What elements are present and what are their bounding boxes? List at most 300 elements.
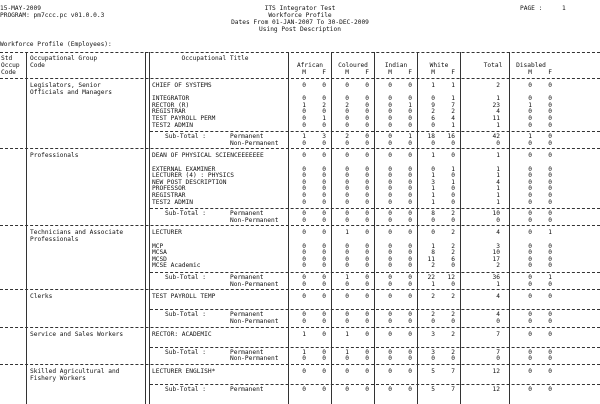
col-total: Total: [483, 62, 503, 69]
table-cell-value: 0: [451, 198, 455, 206]
table-cell-value: 0: [431, 95, 435, 103]
table-cell-value: 0: [365, 185, 369, 193]
table-cell-value: 0: [388, 121, 392, 129]
subtotal-permanent-value: 22: [427, 274, 435, 281]
table-cell-value: 0: [408, 192, 412, 199]
table-cell-value: 4: [496, 178, 500, 186]
table-cell-value: 2: [431, 293, 435, 301]
subtotal-permanent-value: 0: [388, 311, 392, 319]
table-cell-value: 0: [548, 108, 552, 116]
report-date-range: Dates From 01-JAN-2007 To 30-DEC-2009: [231, 19, 369, 26]
table-cell-value: 0: [431, 229, 435, 237]
subtotal-nonpermanent-value: 0: [322, 280, 326, 288]
subtotal-nonpermanent-value: 0: [548, 216, 552, 224]
table-cell-value: 0: [345, 165, 349, 173]
subtotal-rule: [150, 272, 600, 273]
subtotal-nonpermanent-value: 0: [345, 355, 349, 363]
table-cell-value: 0: [322, 82, 326, 89]
table-cell-value: 1: [345, 330, 349, 338]
occupational-title: RECTOR (R): [152, 101, 190, 109]
table-cell-value: 0: [388, 229, 392, 237]
table-cell-value: 0: [388, 165, 392, 173]
col-male: M: [528, 69, 532, 76]
permanent-label: Permanent: [230, 311, 264, 319]
table-cell-value: 2: [451, 242, 455, 250]
occupational-group-name: Professionals: [30, 152, 79, 160]
table-cell-value: 0: [365, 330, 369, 338]
table-cell-value: 1: [528, 101, 532, 109]
col-male: M: [302, 69, 306, 76]
table-cell-value: 0: [388, 242, 392, 250]
subtotal-permanent-value: 0: [548, 311, 552, 319]
subtotal-permanent-value: 0: [322, 210, 326, 218]
subtotal-rule: [150, 208, 600, 209]
table-cell-value: 0: [365, 178, 369, 186]
table-cell-value: 0: [528, 229, 532, 237]
table-cell-value: 0: [302, 82, 306, 89]
subtotal-nonpermanent-value: 0: [548, 318, 552, 325]
page-label: PAGE :: [520, 5, 543, 12]
table-cell-value: 0: [408, 152, 412, 160]
table-cell-value: 0: [388, 293, 392, 301]
rule-group: [145, 52, 146, 404]
table-cell-value: 6: [431, 115, 435, 122]
table-cell-value: 0: [451, 152, 455, 160]
table-cell-value: 8: [431, 249, 435, 257]
group-rule: [0, 289, 600, 290]
subtotal-permanent-value: 0: [548, 133, 552, 141]
table-cell-value: 1: [431, 82, 435, 89]
table-cell-value: 0: [408, 172, 412, 180]
subtotal-permanent-value: 0: [548, 210, 552, 218]
subtotal-nonpermanent-value: 0: [548, 280, 552, 288]
subtotal-permanent-value: 0: [302, 311, 306, 319]
table-cell-value: 0: [302, 115, 306, 122]
subtotal-permanent-value: 4: [496, 311, 500, 319]
col-male: M: [431, 69, 435, 76]
table-cell-value: 2: [496, 262, 500, 270]
table-cell-value: 0: [365, 293, 369, 301]
table-cell-value: 0: [408, 368, 412, 375]
table-cell-value: 1: [431, 152, 435, 160]
subtotal-nonpermanent-value: 1: [431, 280, 435, 288]
table-cell-value: 0: [548, 262, 552, 270]
table-cell-value: 0: [408, 108, 412, 116]
table-cell-value: 0: [365, 229, 369, 237]
table-cell-value: 1: [496, 121, 500, 129]
col-occ-group-code: Code: [30, 62, 45, 69]
subtotal-nonpermanent-value: 0: [528, 280, 532, 288]
col-disabled: Disabled: [516, 62, 546, 69]
table-cell-value: 0: [408, 249, 412, 257]
subtotal-permanent-value: 16: [447, 133, 455, 141]
table-cell-value: 1: [431, 242, 435, 250]
subtotal-permanent-value: 0: [408, 274, 412, 281]
table-cell-value: 0: [548, 121, 552, 129]
table-cell-value: 0: [548, 198, 552, 206]
table-cell-value: 0: [451, 172, 455, 180]
table-cell-value: 0: [345, 121, 349, 129]
table-cell-value: 0: [302, 121, 306, 129]
subtotal-label: Sub-Total :: [165, 386, 206, 394]
table-cell-value: 0: [345, 262, 349, 270]
group-rule: [0, 327, 600, 328]
table-cell-value: 0: [322, 95, 326, 103]
table-cell-value: 0: [528, 121, 532, 129]
table-cell-value: 0: [302, 95, 306, 103]
report-title: ITS Integrator Test: [264, 5, 336, 12]
table-cell-value: 1: [345, 229, 349, 237]
table-cell-value: 0: [528, 108, 532, 116]
subtotal-nonpermanent-value: 0: [345, 318, 349, 325]
table-cell-value: 0: [322, 262, 326, 270]
table-cell-value: 0: [365, 368, 369, 375]
subtotal-nonpermanent-value: 0: [408, 216, 412, 224]
subtotal-permanent-value: 0: [345, 386, 349, 394]
subtotal-permanent-value: 0: [388, 210, 392, 218]
table-cell-value: 9: [431, 101, 435, 109]
table-cell-value: 23: [492, 101, 500, 109]
col-white: White: [429, 62, 449, 69]
table-cell-value: 11: [492, 115, 500, 122]
table-cell-value: 0: [408, 178, 412, 186]
table-cell-value: 1: [302, 330, 306, 338]
subtotal-label: Sub-Total :: [165, 210, 206, 218]
subtotal-rule: [150, 309, 600, 310]
table-cell-value: 7: [451, 368, 455, 375]
table-cell-value: 0: [408, 115, 412, 122]
table-cell-value: 0: [408, 198, 412, 206]
occupational-title: TEST PAYROLL TEMP: [152, 293, 216, 301]
subtotal-permanent-value: 1: [408, 133, 412, 141]
subtotal-nonpermanent-value: 0: [302, 280, 306, 288]
table-cell-value: 0: [388, 101, 392, 109]
table-cell-value: 4: [496, 229, 500, 237]
table-cell-value: 0: [365, 192, 369, 199]
col-african: African: [296, 62, 324, 69]
table-cell-value: 6: [451, 255, 455, 263]
occupational-group-name: Legislators, Senior: [30, 82, 101, 89]
subtotal-permanent-value: 36: [492, 274, 500, 281]
subtotal-nonpermanent-value: 0: [528, 139, 532, 147]
subtotal-nonpermanent-value: 0: [302, 355, 306, 363]
subtotal-permanent-value: 0: [548, 386, 552, 394]
table-cell-value: 0: [345, 178, 349, 186]
col-code: Code: [1, 69, 16, 76]
table-cell-value: 1: [451, 165, 455, 173]
occupational-title: REGISTRAR: [152, 192, 186, 199]
subtotal-permanent-value: 2: [451, 311, 455, 319]
table-cell-value: 0: [365, 198, 369, 206]
subtotal-nonpermanent-value: 0: [408, 318, 412, 325]
table-cell-value: 0: [408, 165, 412, 173]
table-cell-value: 1: [451, 82, 455, 89]
col-female: F: [408, 69, 412, 76]
col-occ-group: Occupational Group: [30, 55, 98, 62]
occupational-title: NEW POST DESCRIPTION: [152, 178, 227, 186]
subtotal-nonpermanent-value: 0: [365, 280, 369, 288]
subtotal-permanent-value: 7: [451, 386, 455, 394]
table-cell-value: 11: [427, 255, 435, 263]
table-cell-value: 0: [302, 368, 306, 375]
occupational-title: PROFESSOR: [152, 185, 186, 193]
table-cell-value: 2: [451, 108, 455, 116]
table-cell-value: 0: [302, 165, 306, 173]
table-cell-value: 0: [322, 368, 326, 375]
table-cell-value: 0: [365, 242, 369, 250]
table-cell-value: 0: [322, 330, 326, 338]
subtotal-nonpermanent-value: 0: [302, 216, 306, 224]
occupational-title: INTEGRATOR: [152, 95, 190, 103]
table-cell-value: 4: [451, 115, 455, 122]
table-cell-value: 0: [548, 115, 552, 122]
table-cell-value: 0: [388, 198, 392, 206]
rule-african: [331, 52, 332, 404]
subtotal-permanent-value: 0: [365, 274, 369, 281]
subtotal-nonpermanent-value: 0: [496, 355, 500, 363]
table-cell-value: 0: [388, 82, 392, 89]
table-cell-value: 0: [302, 198, 306, 206]
table-cell-value: 0: [388, 368, 392, 375]
table-cell-value: 0: [548, 178, 552, 186]
subtotal-permanent-value: 0: [365, 133, 369, 141]
table-cell-value: 0: [548, 293, 552, 301]
subtotal-permanent-value: 2: [431, 311, 435, 319]
table-cell-value: 2: [451, 330, 455, 338]
subtotal-nonpermanent-value: 0: [408, 139, 412, 147]
table-cell-value: 0: [345, 152, 349, 160]
table-cell-value: 0: [345, 115, 349, 122]
subtotal-nonpermanent-value: 0: [388, 139, 392, 147]
occupational-group-name: Clerks: [30, 293, 53, 301]
permanent-label: Permanent: [230, 210, 264, 218]
subtotal-nonpermanent-value: 0: [548, 139, 552, 147]
table-cell-value: 0: [322, 293, 326, 301]
subtotal-nonpermanent-value: 0: [345, 139, 349, 147]
table-cell-value: 12: [492, 368, 500, 375]
table-cell-value: 0: [345, 293, 349, 301]
table-cell-value: 2: [322, 101, 326, 109]
subtotal-permanent-value: 2: [451, 210, 455, 218]
subtotal-nonpermanent-value: 0: [528, 355, 532, 363]
subtotal-permanent-value: 0: [365, 210, 369, 218]
permanent-label: Permanent: [230, 133, 264, 141]
subtotal-permanent-value: 1: [528, 133, 532, 141]
table-cell-value: 1: [431, 172, 435, 180]
table-cell-value: 3: [431, 178, 435, 186]
subtotal-label: Sub-Total :: [165, 133, 206, 141]
table-cell-value: 0: [302, 229, 306, 237]
occupational-title: MCSD: [152, 255, 167, 263]
table-cell-value: 0: [548, 368, 552, 375]
table-cell-value: 0: [345, 172, 349, 180]
subtotal-permanent-value: 1: [302, 133, 306, 141]
subtotal-nonpermanent-value: 0: [365, 318, 369, 325]
rule-total: [509, 52, 510, 404]
table-cell-value: 0: [345, 242, 349, 250]
subtotal-permanent-value: 0: [548, 348, 552, 356]
subtotal-permanent-value: 0: [345, 210, 349, 218]
table-cell-value: 2: [345, 101, 349, 109]
table-cell-value: 0: [528, 242, 532, 250]
table-cell-value: 0: [408, 293, 412, 301]
occupational-title: MCSA: [152, 249, 167, 257]
subtotal-label: Sub-Total :: [165, 348, 206, 356]
table-cell-value: 0: [322, 185, 326, 193]
subtotal-permanent-value: 0: [302, 210, 306, 218]
subtotal-nonpermanent-value: 0: [302, 318, 306, 325]
table-cell-value: 1: [496, 95, 500, 103]
subtotal-permanent-value: 0: [388, 133, 392, 141]
table-cell-value: 0: [528, 293, 532, 301]
subtotal-nonpermanent-value: 0: [496, 139, 500, 147]
table-cell-value: 0: [365, 165, 369, 173]
rule-group-b: [149, 52, 150, 404]
table-cell-value: 0: [431, 121, 435, 129]
section-title: Workforce Profile (Employees):: [0, 41, 112, 48]
table-cell-value: 0: [548, 255, 552, 263]
table-cell-value: 0: [302, 108, 306, 116]
table-cell-value: 0: [388, 172, 392, 180]
table-cell-value: 0: [365, 121, 369, 129]
subtotal-nonpermanent-value: 0: [451, 355, 455, 363]
table-cell-value: 1: [496, 185, 500, 193]
page-number: 1: [562, 5, 566, 12]
table-cell-value: 0: [322, 192, 326, 199]
table-cell-value: 2: [451, 293, 455, 301]
table-cell-value: 0: [548, 242, 552, 250]
subtotal-nonpermanent-value: 0: [528, 216, 532, 224]
subtotal-nonpermanent-value: 0: [496, 318, 500, 325]
occupational-group-name: Officials and Managers: [30, 88, 112, 96]
subtotal-nonpermanent-value: 0: [496, 216, 500, 224]
table-cell-value: 2: [496, 82, 500, 89]
table-cell-value: 2: [431, 108, 435, 116]
table-cell-value: 0: [528, 95, 532, 103]
subtotal-nonpermanent-value: 0: [365, 216, 369, 224]
col-indian: Indian: [384, 62, 408, 69]
occupational-group-name: Fishery Workers: [30, 374, 86, 382]
subtotal-permanent-value: 0: [322, 311, 326, 319]
table-cell-value: 0: [528, 178, 532, 186]
subtotal-permanent-value: 2: [345, 133, 349, 141]
subtotal-permanent-value: 12: [447, 274, 455, 281]
subtotal-nonpermanent-value: 0: [451, 139, 455, 147]
table-cell-value: 0: [365, 152, 369, 160]
permanent-label: Permanent: [230, 386, 264, 394]
subtotal-nonpermanent-value: 0: [322, 216, 326, 224]
table-cell-value: 1: [496, 198, 500, 206]
subtotal-nonpermanent-value: 0: [431, 318, 435, 325]
table-cell-value: 0: [302, 178, 306, 186]
table-cell-value: 0: [408, 255, 412, 263]
subtotal-nonpermanent-value: 0: [431, 216, 435, 224]
subtotal-nonpermanent-value: 0: [408, 280, 412, 288]
table-cell-value: 0: [345, 368, 349, 375]
subtotal-permanent-value: 0: [302, 274, 306, 281]
subtotal-permanent-value: 1: [548, 274, 552, 281]
table-cell-value: 0: [548, 152, 552, 160]
table-cell-value: 1: [496, 165, 500, 173]
table-cell-value: 0: [322, 165, 326, 173]
occupational-title: EXTERNAL EXAMINER: [152, 165, 216, 173]
table-cell-value: 0: [365, 95, 369, 103]
subtotal-permanent-value: 0: [345, 311, 349, 319]
table-cell-value: 0: [408, 229, 412, 237]
subtotal-nonpermanent-value: 0: [408, 355, 412, 363]
subtotal-nonpermanent-value: 0: [345, 216, 349, 224]
occupational-title: RECTOR: ACADEMIC: [152, 330, 212, 338]
table-cell-value: 2: [431, 262, 435, 270]
table-cell-value: 0: [302, 185, 306, 193]
table-cell-value: 0: [345, 95, 349, 103]
table-cell-value: 17: [492, 255, 500, 263]
occupational-title: MCP: [152, 242, 164, 250]
occupational-title: LECTURER (4) : PHYSICS: [152, 172, 234, 180]
non-permanent-label: Non-Permanent: [230, 139, 279, 147]
table-cell-value: 1: [496, 192, 500, 199]
table-cell-value: 5: [431, 368, 435, 375]
subtotal-nonpermanent-value: 0: [388, 355, 392, 363]
table-cell-value: 0: [302, 192, 306, 199]
table-cell-value: 0: [302, 242, 306, 250]
subtotal-permanent-value: 0: [365, 386, 369, 394]
table-cell-value: 0: [302, 152, 306, 160]
table-cell-value: 7: [451, 101, 455, 109]
col-male: M: [388, 69, 392, 76]
subtotal-permanent-value: 3: [322, 133, 326, 141]
program-name: PROGRAM: pm7ccc.pc v01.0.0.3: [0, 12, 105, 19]
occupational-group-name: Service and Sales Workers: [30, 330, 124, 338]
subtotal-permanent-value: 18: [427, 133, 435, 141]
table-cell-value: 0: [528, 115, 532, 122]
subtotal-nonpermanent-value: 0: [322, 318, 326, 325]
table-cell-value: 0: [388, 255, 392, 263]
table-cell-value: 0: [528, 255, 532, 263]
table-cell-value: 0: [388, 330, 392, 338]
subtotal-permanent-value: 0: [408, 311, 412, 319]
table-cell-value: 0: [548, 330, 552, 338]
table-cell-value: 0: [408, 185, 412, 193]
table-cell-value: 0: [548, 82, 552, 89]
table-cell-value: 0: [548, 249, 552, 257]
subtotal-permanent-value: 42: [492, 133, 500, 141]
report-date: 15-MAY-2009: [0, 5, 41, 12]
table-cell-value: 0: [302, 172, 306, 180]
subtotal-permanent-value: 0: [528, 311, 532, 319]
subtotal-permanent-value: 0: [365, 311, 369, 319]
subtotal-nonpermanent-value: 0: [548, 355, 552, 363]
non-permanent-label: Non-Permanent: [230, 318, 279, 325]
table-cell-value: 0: [365, 82, 369, 89]
subtotal-permanent-value: 0: [408, 386, 412, 394]
occupational-group-name: Professionals: [30, 236, 79, 243]
col-female: F: [451, 69, 455, 76]
table-cell-value: 0: [388, 108, 392, 116]
subtotal-permanent-value: 7: [496, 348, 500, 356]
occupational-title: DEAN OF PHYSICAL SCIENCEEEEEEE: [152, 152, 264, 160]
table-cell-value: 0: [365, 172, 369, 180]
table-cell-value: 0: [365, 101, 369, 109]
table-cell-value: 0: [528, 330, 532, 338]
occupational-title: CHIEF OF SYSTEMS: [152, 82, 212, 89]
occupational-title: REGISTRAR: [152, 108, 186, 116]
rule-coloured: [374, 52, 375, 404]
subtotal-nonpermanent-value: 1: [496, 280, 500, 288]
table-cell-value: 0: [365, 108, 369, 116]
subtotal-permanent-value: 1: [302, 348, 306, 356]
table-cell-value: 0: [528, 165, 532, 173]
